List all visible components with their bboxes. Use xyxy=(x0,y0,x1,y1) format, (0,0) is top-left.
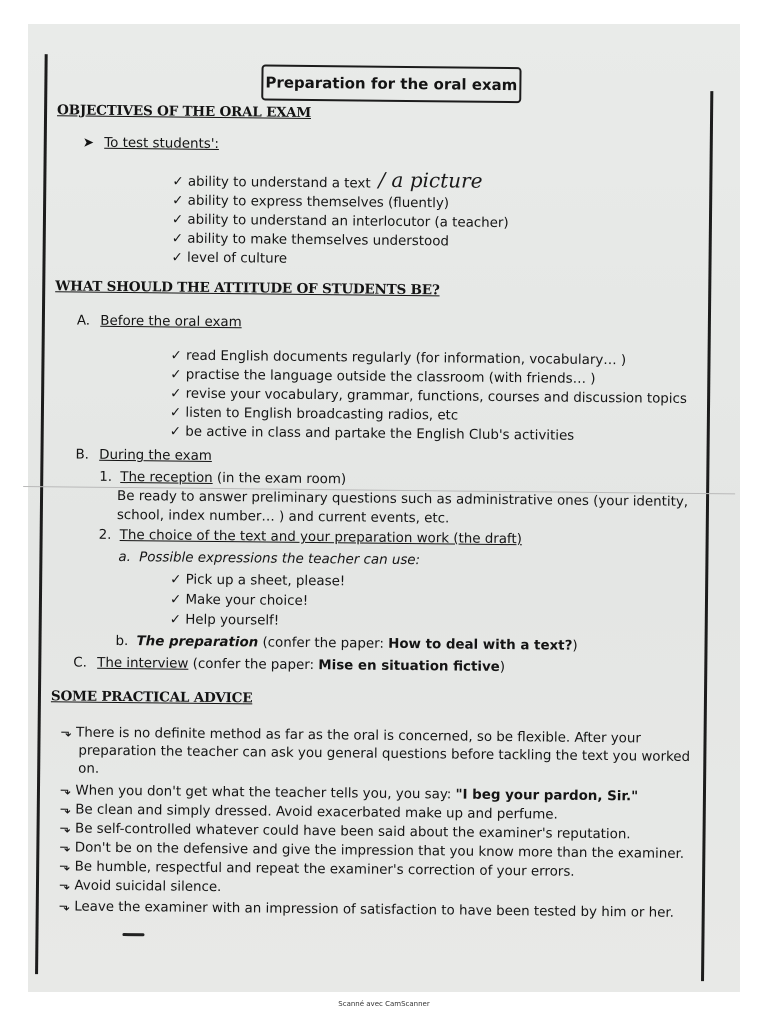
advice-item xyxy=(59,877,222,897)
pen-scribble xyxy=(122,933,144,936)
preparation-paper: How to deal with a text? xyxy=(388,636,573,654)
checkmark-icon: ✓ xyxy=(170,386,182,402)
checkmark-icon: ✓ xyxy=(171,212,184,228)
arrow-bullet-icon: ⬎ xyxy=(59,783,72,799)
before-text: read English documents regularly (for information, vocabulary… ) xyxy=(185,348,627,369)
reception-suffix: (in the exam room) xyxy=(212,470,347,488)
advice-text: Be self-controlled whatever could have been said about the examiner's reputation. xyxy=(74,821,631,843)
objective-text: ability to understand a text xyxy=(187,174,371,192)
heading-objectives: OBJECTIVES OF THE ORAL EXAM xyxy=(57,102,312,121)
reception-label: The reception xyxy=(120,469,213,486)
advice-text: When you don't get what the teacher tells you, you say: xyxy=(75,783,456,803)
scanned-sheet xyxy=(28,24,740,992)
right-border-rule xyxy=(701,91,713,981)
checkmark-icon: ✓ xyxy=(169,424,182,440)
objective-text: level of culture xyxy=(186,250,288,267)
arrow-bullet-icon: ⬎ xyxy=(60,725,72,741)
arrowhead-bullet-icon: ➤ xyxy=(82,135,95,151)
arrow-bullet-icon: ⬎ xyxy=(59,821,71,837)
advice-text: preparation the teacher can ask you general questions before tackling the text you worked xyxy=(78,743,691,765)
checkmark-icon: ✓ xyxy=(169,612,182,628)
preparation-line xyxy=(115,633,577,656)
subsection-b-label: During the exam xyxy=(99,447,212,464)
advice-text: Be humble, respectful and repeat the examiner's correction of your errors. xyxy=(74,859,575,880)
interview-paper: Mise en situation fictive xyxy=(318,658,500,675)
subsection-b xyxy=(75,447,212,466)
choice-number: 2. xyxy=(98,527,112,543)
checkmark-icon: ✓ xyxy=(170,348,182,364)
checkmark-icon: ✓ xyxy=(169,592,182,608)
objective-text: ability to make themselves understood xyxy=(187,231,450,250)
expression-item xyxy=(170,612,280,631)
checkmark-icon: ✓ xyxy=(171,231,184,247)
expression-text: Pick up a sheet, please! xyxy=(185,572,346,590)
objective-item xyxy=(171,250,287,269)
marker-a: A. xyxy=(76,313,91,329)
checkmark-icon: ✓ xyxy=(170,572,182,588)
before-text: practise the language outside the classroom (with friends… ) xyxy=(185,367,596,387)
arrow-bullet-icon: ⬎ xyxy=(59,802,72,818)
marker-b-lower: b. xyxy=(115,633,129,650)
before-text: listen to English broadcasting radios, etc xyxy=(185,405,459,424)
arrow-bullet-icon: ⬎ xyxy=(58,878,71,894)
reception-number: 1. xyxy=(99,469,113,485)
expression-item xyxy=(170,572,345,592)
advice-quote: "I beg your pardon, Sir." xyxy=(455,787,639,805)
checkmark-icon: ✓ xyxy=(172,174,184,190)
marker-c: C. xyxy=(73,655,87,671)
before-text: be active in class and partake the English Club's activities xyxy=(185,424,575,444)
expression-item xyxy=(170,592,308,611)
checkmark-icon: ✓ xyxy=(170,367,182,383)
before-text: revise your vocabulary, grammar, functions, courses and discussion topics xyxy=(185,386,687,407)
advice-text: Be clean and simply dressed. Avoid exacerbated make up and perfume. xyxy=(75,802,558,823)
arrow-bullet-icon: ⬎ xyxy=(58,899,71,915)
advice-text: Leave the examiner with an impression of satisfaction to have been tested by him or her. xyxy=(74,899,675,921)
intro-text: To test students': xyxy=(104,135,220,153)
subsection-a-label: Before the oral exam xyxy=(100,313,242,331)
choice-line xyxy=(99,527,522,549)
advice-text: Don't be on the defensive and give the impression that you know more than the examiner. xyxy=(74,840,685,862)
expression-text: Make your choice! xyxy=(185,592,309,609)
marker-b: B. xyxy=(75,447,90,463)
document-page xyxy=(18,24,740,999)
objective-item xyxy=(172,231,449,252)
heading-attitude: WHAT SHOULD THE ATTITUDE OF STUDENTS BE? xyxy=(55,278,440,299)
subsection-c-label: The interview xyxy=(97,655,189,672)
objective-item xyxy=(172,212,509,234)
preparation-label: The preparation xyxy=(136,634,259,651)
expressions-intro xyxy=(118,549,420,570)
expression-text: Help yourself! xyxy=(185,612,280,629)
subsection-a xyxy=(77,313,242,333)
arrow-bullet-icon: ⬎ xyxy=(59,840,71,856)
handwritten-note: / a picture xyxy=(378,167,483,193)
preparation-end: ) xyxy=(572,638,578,654)
scanner-footer: Scanné avec CamScanner xyxy=(338,1000,430,1008)
choice-label: The choice of the text and your preparation work (the draft) xyxy=(119,527,522,548)
interview-end: ) xyxy=(499,659,506,676)
subsection-c xyxy=(73,655,505,678)
checkmark-icon: ✓ xyxy=(172,193,184,209)
advice-text: There is no definite method as far as the oral is concerned, so be flexible. After your xyxy=(75,725,641,747)
checkmark-icon: ✓ xyxy=(169,405,182,421)
left-border-rule xyxy=(35,54,48,974)
reception-text: school, index number… ) and current events, etc. xyxy=(116,507,450,527)
objective-item xyxy=(172,193,449,214)
reception-line xyxy=(99,469,346,490)
before-item xyxy=(170,424,575,446)
objective-text: ability to understand an interlocutor (a teacher) xyxy=(187,212,509,232)
objective-item xyxy=(172,174,370,194)
expressions-intro-text: Possible expressions the teacher can use: xyxy=(139,550,421,569)
document-title: Preparation for the oral exam xyxy=(261,64,521,103)
heading-advice: SOME PRACTICAL ADVICE xyxy=(50,688,253,707)
reception-text: Be ready to answer preliminary questions such as administrative ones (your identity, xyxy=(116,488,689,510)
intro-line xyxy=(83,135,219,154)
advice-text: Avoid suicidal silence. xyxy=(74,878,222,896)
interview-mid: (confer the paper: xyxy=(188,656,319,674)
checkmark-icon: ✓ xyxy=(171,250,183,266)
objective-text: ability to express themselves (fluently) xyxy=(187,193,450,212)
advice-text: on. xyxy=(78,761,100,777)
before-item xyxy=(170,405,458,426)
preparation-mid: (confer the paper: xyxy=(258,635,389,652)
marker-a-lower: a. xyxy=(118,549,131,566)
arrow-bullet-icon: ⬎ xyxy=(59,859,71,875)
advice-item xyxy=(59,898,674,922)
